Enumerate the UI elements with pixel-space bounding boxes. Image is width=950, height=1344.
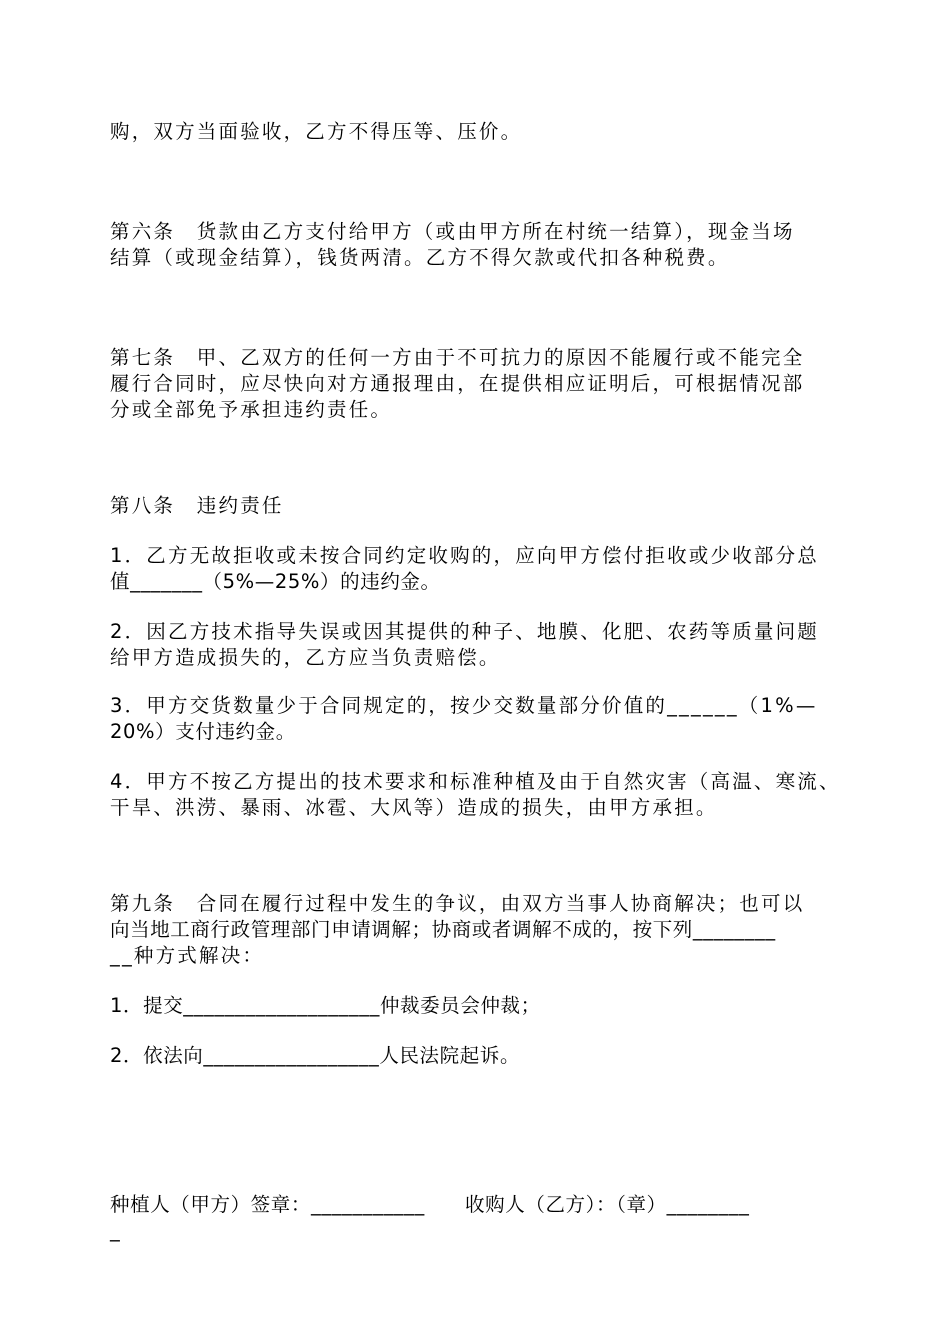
signature-line-continuation: _: [110, 1219, 122, 1242]
clause-8-heading: 第八条 违约责任: [110, 494, 284, 517]
clause-5-continuation: 购，双方当面验收，乙方不得压等、压价。: [110, 120, 523, 143]
clause-6-line-1: 第六条 货款由乙方支付给甲方（或由甲方所在村统一结算），现金当场: [110, 220, 795, 243]
clause-8-item-4-line-1: 4．甲方不按乙方提出的技术要求和标准种植及由于自然灾害（高温、寒流、: [110, 770, 841, 793]
clause-8-item-3-line-1: 3．甲方交货数量少于合同规定的，按少交数量部分价值的______（1%—: [110, 694, 818, 717]
clause-9-line-1: 第九条 合同在履行过程中发生的争议，由双方当事人协商解决；也可以: [110, 892, 805, 915]
clause-8-item-4-line-2: 干旱、洪涝、暴雨、冰雹、大风等）造成的损失，由甲方承担。: [110, 796, 718, 819]
clause-8-item-1-line-1: 1．乙方无故拒收或未按合同约定收购的，应向甲方偿付拒收或少收部分总: [110, 544, 820, 567]
clause-8-item-3-line-2: 20%）支付违约金。: [110, 720, 296, 743]
clause-9-option-1: 1．提交___________________仲裁委员会仲裁；: [110, 994, 541, 1017]
clause-8-item-2-line-1: 2．因乙方技术指导失误或因其提供的种子、地膜、化肥、农药等质量问题: [110, 620, 820, 643]
clause-9-line-2: 向当地工商行政管理部门申请调解；协商或者调解不成的，按下列________: [110, 918, 776, 941]
clause-9-line-3: __种方式解决：: [110, 944, 265, 967]
clause-6-line-2: 结算（或现金结算），钱货两清。乙方不得欠款或代扣各种税费。: [110, 246, 730, 269]
clause-9-option-2: 2．依法向_________________人民法院起诉。: [110, 1044, 521, 1067]
signature-line: 种植人（甲方）签章：___________ 收购人（乙方）：（章）________: [110, 1193, 750, 1216]
clause-7-line-1: 第七条 甲、乙双方的任何一方由于不可抗力的原因不能履行或不能完全: [110, 346, 805, 369]
clause-8-item-2-line-2: 给甲方造成损失的，乙方应当负责赔偿。: [110, 646, 501, 669]
clause-7-line-2: 履行合同时，应尽快向对方通报理由，在提供相应证明后，可根据情况部: [110, 372, 805, 395]
clause-8-item-1-line-2: 值_______（5%—25%）的违约金。: [110, 570, 441, 593]
clause-7-line-3: 分或全部免予承担违约责任。: [110, 398, 393, 421]
